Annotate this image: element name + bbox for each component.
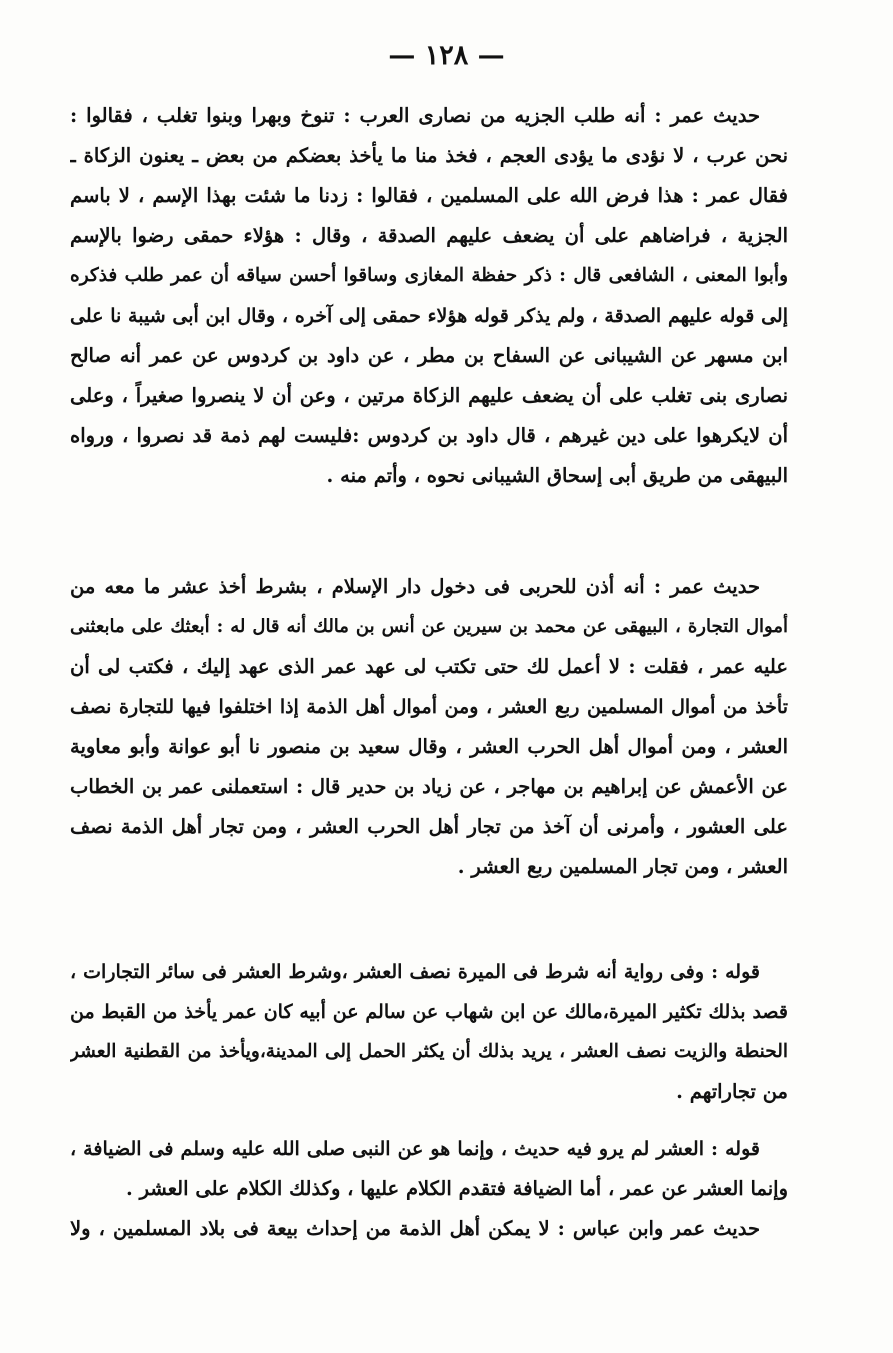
text-line: البيهقى من طريق أبى إسحاق الشيبانى نحوه ، وأتم منه . bbox=[326, 464, 788, 487]
paragraph-qawluhu-ushr bbox=[70, 1129, 788, 1209]
text-line: عن الأعمش عن إبراهيم بن مهاجر ، عن زياد بن حدير قال : استعملنى عمر بن الخطاب bbox=[70, 775, 788, 798]
text-line: قوله : وفى رواية أنه شرط فى الميرة نصف العشر ،وشرط العشر فى سائر التجارات ، bbox=[70, 961, 760, 983]
paragraph-hadith-bia bbox=[70, 1209, 788, 1249]
text-line: أن لايكرهوا على دين غيرهم ، قال داود بن كردوس :فليست لهم ذمة قد نصروا ، ورواه bbox=[70, 424, 788, 447]
text-line: نصارى بنى تغلب على أن يضعف عليهم الزكاة مرتين ، وعن أن لا ينصروا صغيراً ، وعلى bbox=[70, 384, 788, 407]
text-line: وأبوا المعنى ، الشافعى قال : ذكر حفظة المغازى وساقوا أحسن سياقه أن عمر طلب فذكره bbox=[70, 265, 788, 286]
text-line: العشر ، ومن أموال أهل الحرب العشر ، وقال سعيد بن منصور نا أبو عوانة وأبو معاوية bbox=[70, 735, 788, 758]
text-line: قوله : العشر لم يرو فيه حديث ، وإنما هو عن النبى صلى الله عليه وسلم فى الضيافة ، bbox=[70, 1138, 760, 1160]
text-line: فقال عمر : هذا فرض الله على المسلمين ، فقالوا : زدنا ما شئت بهذا الإسم ، لا باسم bbox=[70, 184, 788, 207]
paragraph-hadith-jizya bbox=[70, 96, 788, 496]
text-line: الحنطة والزيت نصف العشر ، يريد بذلك أن يكثر الحمل إلى المدينة،ويأخذ من القطنية العشر bbox=[70, 1041, 788, 1062]
text-line: حديث عمر : أنه أذن للحربى فى دخول دار الإسلام ، بشرط أخذ عشر ما معه من bbox=[70, 575, 760, 598]
text-line: الجزية ، فراضاهم على أن يضعف عليهم الصدقة ، وقال : هؤلاء حمقى رضوا بالإسم bbox=[70, 224, 788, 247]
page-number: — ١٢٨ — bbox=[388, 40, 505, 71]
text-line: نحن عرب ، لا نؤدى ما يؤدى العجم ، فخذ منا ما يأخذ بعضكم من بعض ـ يعنون الزكاة ـ bbox=[70, 144, 788, 167]
paragraph-hadith-harbi bbox=[70, 567, 788, 887]
text-line: عليه عمر ، فقلت : لا أعمل لك حتى تكتب لى عهد عمر الذى عهد إليك ، فكتب لى أن bbox=[70, 655, 788, 678]
paragraph-qawluhu-mira bbox=[70, 952, 788, 1112]
text-line: على العشور ، وأمرنى أن آخذ من تجار أهل الحرب العشر ، ومن تجار أهل الذمة نصف bbox=[70, 815, 788, 838]
text-line: حديث عمر : أنه طلب الجزيه من نصارى العرب : تنوخ وبهرا وبنوا تغلب ، فقالوا : bbox=[70, 104, 760, 127]
text-line: أموال التجارة ، البيهقى عن محمد بن سيرين عن أنس بن مالك أنه قال له : أبعثك على مابعثنى bbox=[70, 616, 788, 637]
text-line: من تجاراتهم . bbox=[676, 1080, 788, 1103]
text-line: تأخذ من أموال المسلمين ربع العشر ، ومن أموال أهل الذمة إذا اختلفوا فيها للتجارة نصف bbox=[70, 696, 788, 718]
text-line: حديث عمر وابن عباس : لا يمكن أهل الذمة من إحداث بيعة فى بلاد المسلمين ، ولا bbox=[70, 1217, 760, 1240]
text-line: إلى قوله عليهم الصدقة ، ولم يذكر قوله هؤلاء حمقى إلى آخره ، وقال ابن أبى شيبة نا على bbox=[70, 305, 788, 327]
text-line: وإنما العشر عن عمر ، أما الضيافة فتقدم الكلام عليها ، وكذلك الكلام على العشر . bbox=[126, 1177, 788, 1200]
text-line: العشر ، ومن تجار المسلمين ربع العشر . bbox=[457, 855, 788, 878]
text-line: ابن مسهر عن الشيبانى عن السفاح بن مطر ، عن داود بن كردوس عن عمر أنه صالح bbox=[70, 344, 788, 367]
text-line: قصد بذلك تكثير الميرة،مالك عن ابن شهاب عن سالم عن أبيه كان عمر يأخذ من القبط من bbox=[70, 1001, 788, 1023]
